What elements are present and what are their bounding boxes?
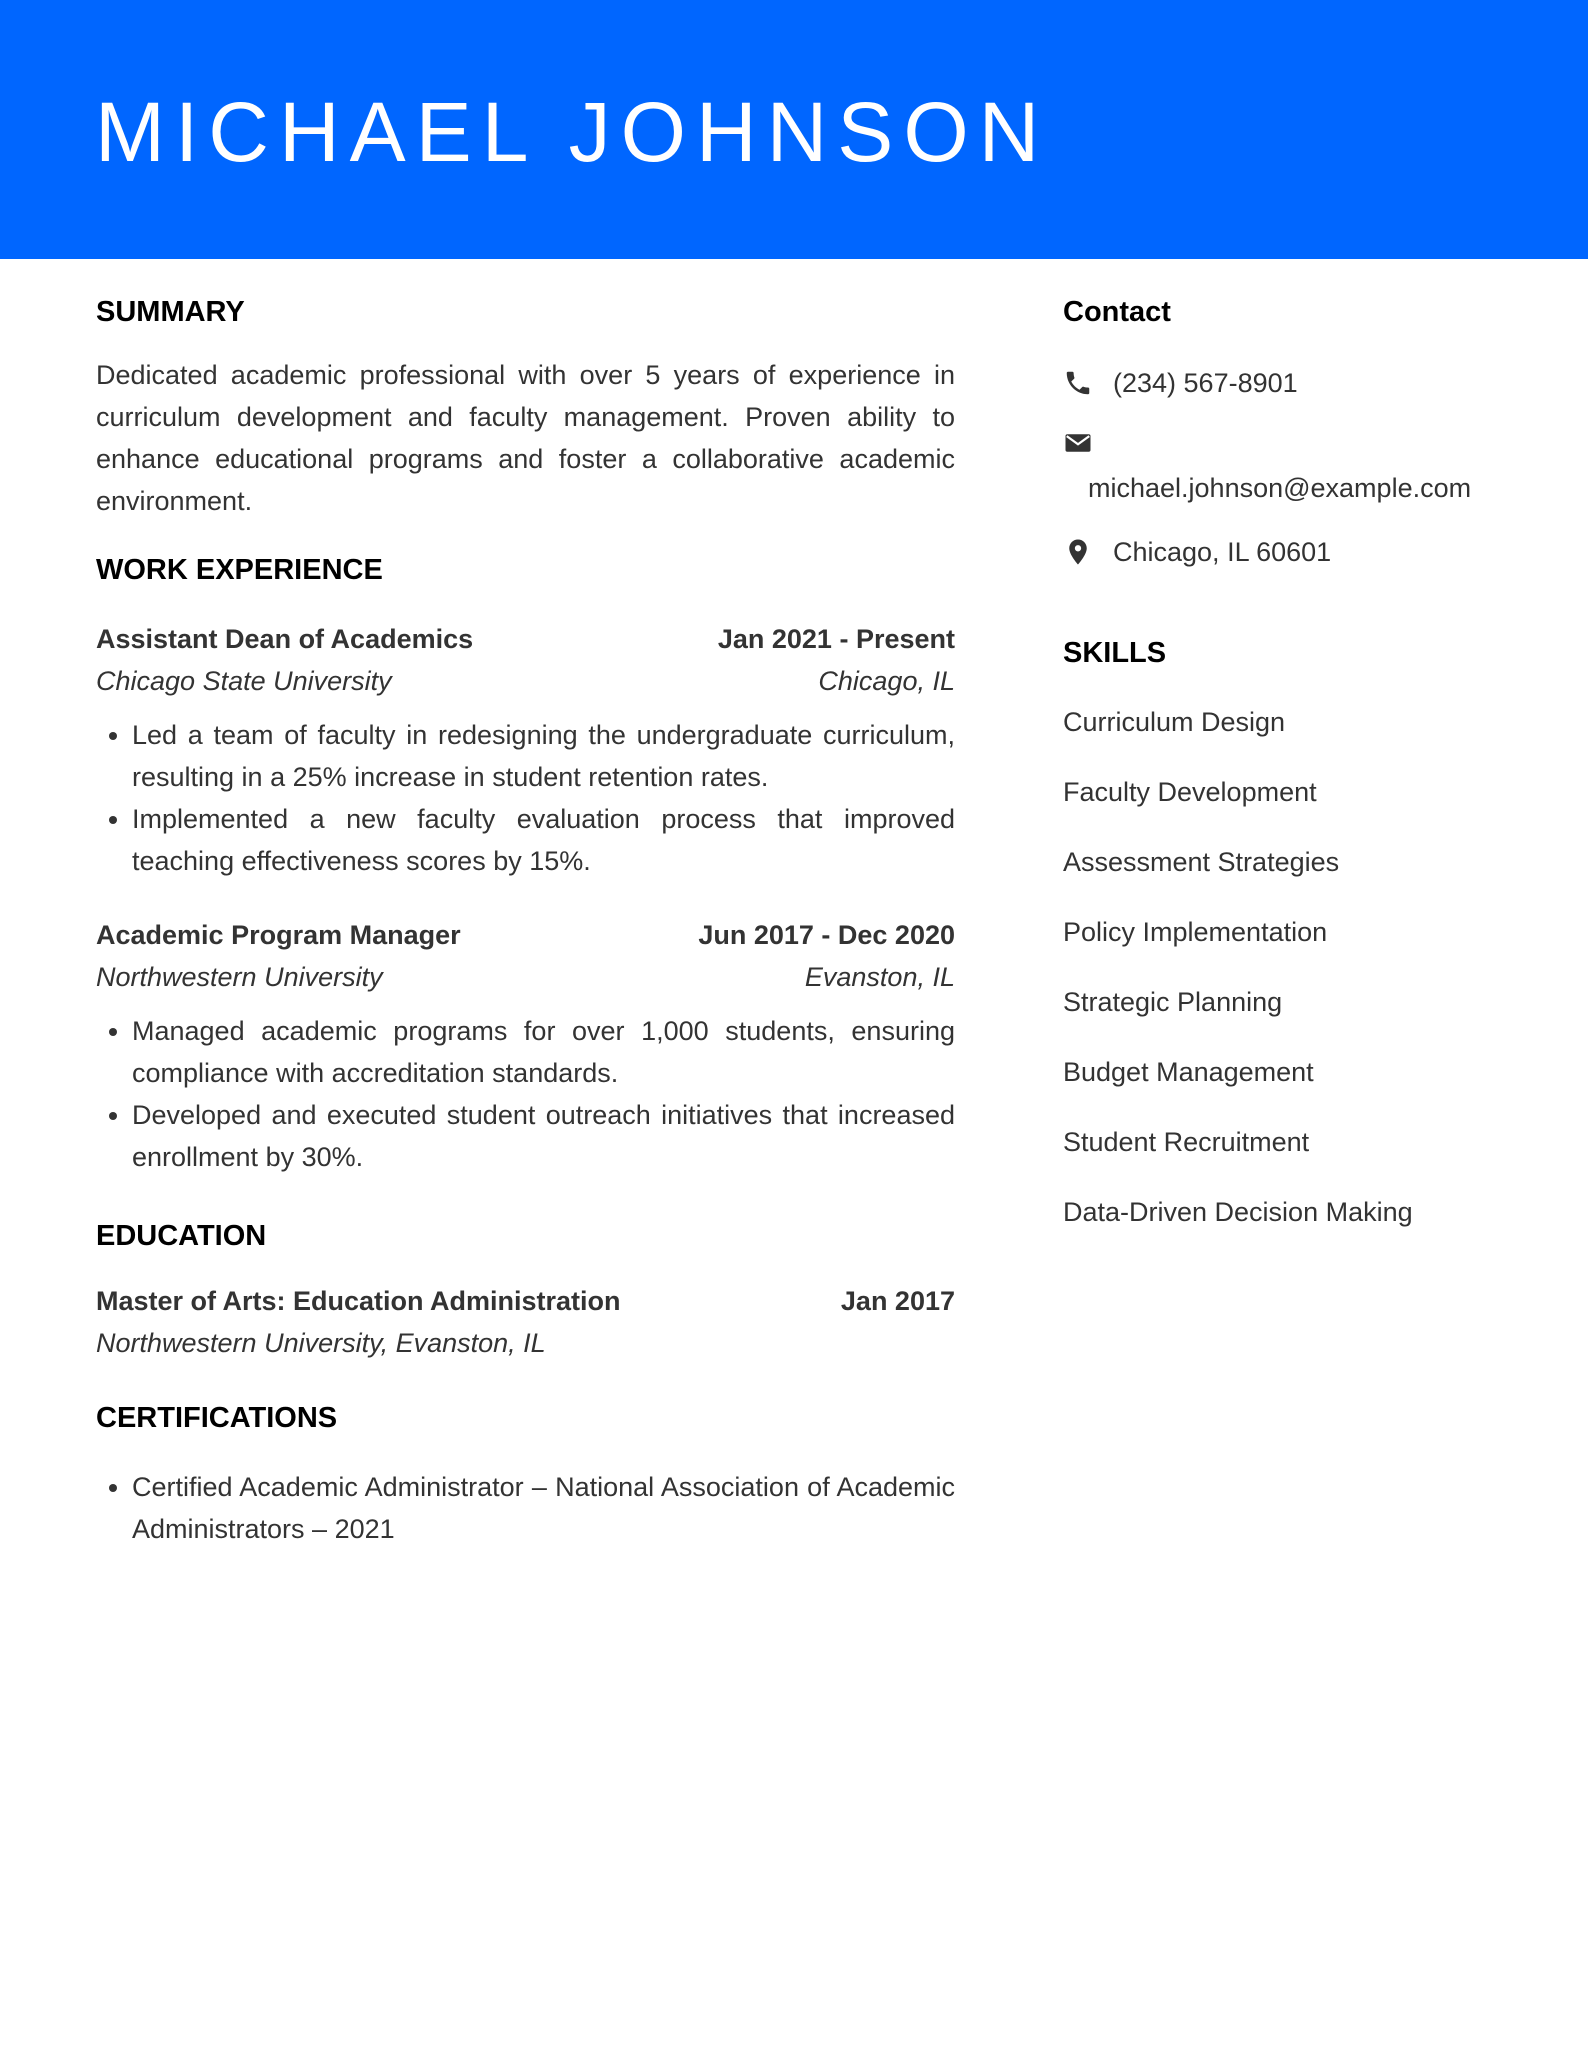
education-heading: EDUCATION <box>96 1220 267 1252</box>
job-subheader <box>96 956 955 998</box>
certification-item: • Certified Academic Administrator – National Association of Academic Administrators – 2021 <box>132 1466 955 1550</box>
job-bullets <box>96 1010 955 1178</box>
job-bullets <box>96 714 955 882</box>
job-bullet: • Developed and executed student outreach initiatives that increased enrollment by 30%. <box>132 1094 955 1178</box>
job-dates: Jun 2017 - Dec 2020 <box>698 920 955 950</box>
sidebar-column <box>1063 290 1543 1261</box>
education-entry <box>96 1280 955 1364</box>
contact-heading: Contact <box>1063 296 1171 328</box>
job-entry <box>96 618 955 882</box>
job-bullet: • Led a team of faculty in redesigning the undergraduate curriculum, resulting in a 25% increase in student retention rates. <box>132 714 955 798</box>
skills-heading: SKILLS <box>1063 637 1167 669</box>
envelope-icon <box>1063 428 1093 458</box>
candidate-name: MICHAEL JOHNSON <box>95 85 1050 179</box>
phone-icon <box>1063 368 1093 398</box>
education-subheader <box>96 1322 955 1364</box>
work-experience-heading: WORK EXPERIENCE <box>96 554 383 586</box>
skills-list <box>1063 701 1543 1233</box>
email-address: michael.johnson@example.com <box>1088 473 1472 503</box>
header-banner <box>0 0 1588 259</box>
job-location: Chicago, IL <box>818 666 955 696</box>
skill-item: Student Recruitment <box>1063 1127 1310 1157</box>
contact-phone <box>1063 362 1543 404</box>
education-header <box>96 1280 955 1322</box>
phone-number: (234) 567-8901 <box>1113 368 1298 398</box>
skill-item: Strategic Planning <box>1063 987 1283 1017</box>
job-header <box>96 618 955 660</box>
job-subheader <box>96 660 955 702</box>
summary-heading: SUMMARY <box>96 296 245 328</box>
skill-item: Data-Driven Decision Making <box>1063 1197 1413 1227</box>
job-role: Assistant Dean of Academics <box>96 624 474 654</box>
certifications-heading: CERTIFICATIONS <box>96 1402 338 1434</box>
job-entry <box>96 914 955 1178</box>
skill-item: Budget Management <box>1063 1057 1314 1087</box>
skill-item: Assessment Strategies <box>1063 847 1340 877</box>
job-bullet: • Managed academic programs for over 1,000 students, ensuring compliance with accreditation standards. <box>132 1010 955 1094</box>
contact-email <box>1063 428 1543 509</box>
contact-location <box>1063 531 1543 573</box>
summary-text: Dedicated academic professional with over 5 years of experience in curriculum development and faculty management. Proven ability to enhance educational programs and foster a collaborative academic environment. <box>96 360 955 516</box>
location-text: Chicago, IL 60601 <box>1113 537 1332 567</box>
main-column <box>96 290 955 1550</box>
degree-date: Jan 2017 <box>840 1286 955 1316</box>
job-organization: Chicago State University <box>96 666 392 696</box>
skill-item: Faculty Development <box>1063 777 1317 807</box>
skill-item: Policy Implementation <box>1063 917 1328 947</box>
job-location: Evanston, IL <box>804 962 955 992</box>
certification-list <box>96 1466 955 1550</box>
job-header <box>96 914 955 956</box>
job-bullet: • Implemented a new faculty evaluation process that improved teaching effectiveness scores by 15%. <box>132 798 955 882</box>
skill-item: Curriculum Design <box>1063 707 1286 737</box>
job-organization: Northwestern University <box>96 962 383 992</box>
school: Northwestern University, Evanston, IL <box>96 1328 546 1358</box>
job-dates: Jan 2021 - Present <box>717 624 955 654</box>
degree: Master of Arts: Education Administration <box>96 1286 621 1316</box>
job-role: Academic Program Manager <box>96 920 461 950</box>
map-marker-icon <box>1063 537 1093 567</box>
